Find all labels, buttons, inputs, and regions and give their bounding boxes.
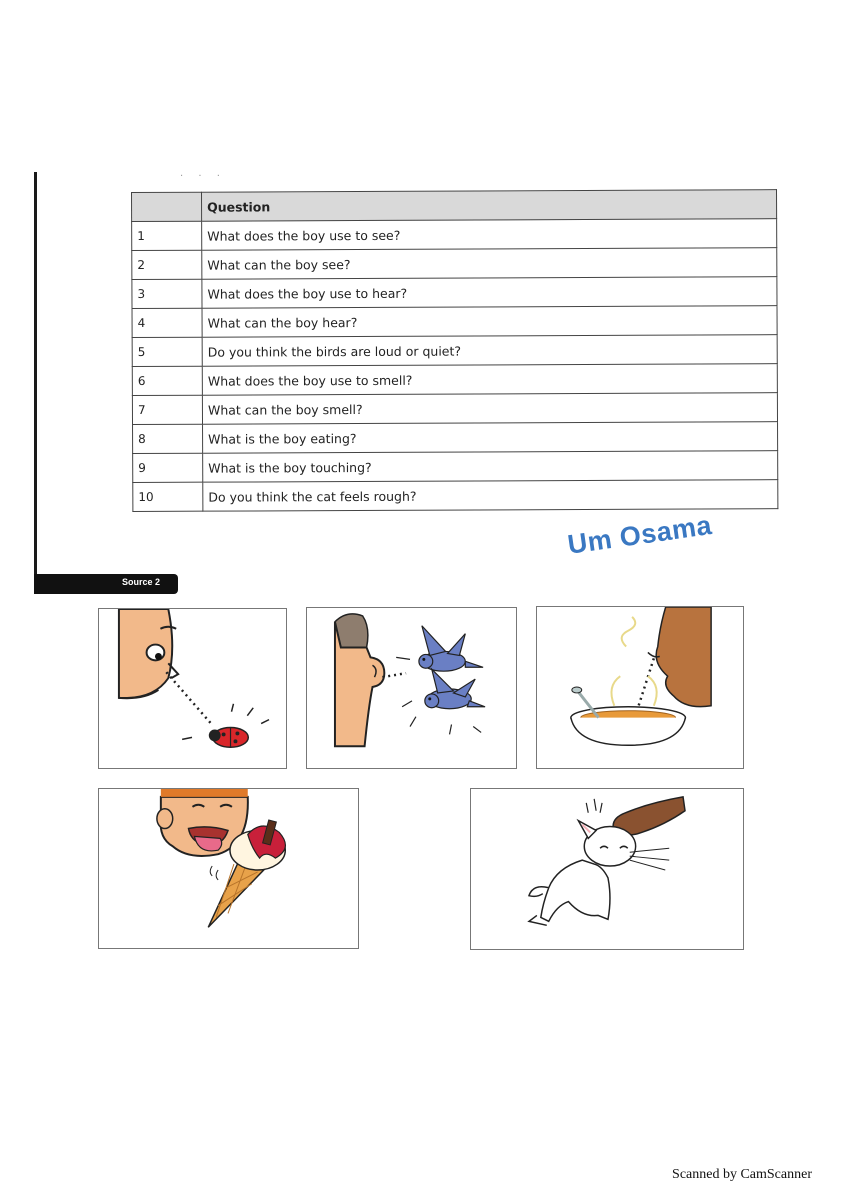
source-label: Source 2 [34,574,178,594]
table-row [133,451,778,483]
table-row [133,480,778,512]
row-number: 4 [132,308,202,337]
left-margin-rule [34,172,37,592]
faint-dots: . . . [180,168,226,179]
table-header-row [132,190,777,222]
footer-credit: Scanned by CamScanner [672,1167,812,1182]
row-number: 3 [132,279,202,308]
table-row [133,422,778,454]
row-question: Do you think the cat feels rough? [203,480,778,512]
hand-touching-cat [470,788,744,950]
row-number: 5 [132,337,202,366]
header-number-cell [132,192,202,221]
boy-hearing-birds [306,607,517,769]
row-number: 9 [133,453,203,482]
row-question: What does the boy use to see? [202,219,777,251]
nose-icon [537,607,743,768]
row-question: What is the boy touching? [203,451,778,483]
table-row [132,364,777,396]
row-number: 7 [132,395,202,424]
table-row [132,219,777,251]
table-row [132,248,777,280]
header-question-cell: Question [202,190,777,222]
row-question: What does the boy use to smell? [202,364,777,396]
row-number: 8 [133,424,203,453]
row-question: What can the boy hear? [202,306,777,338]
row-question: What is the boy eating? [203,422,778,454]
boy-eating-ice-cream [98,788,359,949]
questions-table [131,189,778,512]
eye-icon [99,609,286,768]
hand-icon [471,789,743,949]
row-question: What can the boy see? [202,248,777,280]
row-question: Do you think the birds are loud or quiet? [202,335,777,367]
boy-smelling-soup [536,606,744,769]
row-number: 6 [132,366,202,395]
row-number: 1 [132,221,202,250]
row-question: What can the boy smell? [202,393,777,425]
table-row [132,393,777,425]
ear-icon [307,608,516,768]
row-number: 10 [133,482,203,511]
tongue-icon [99,789,358,948]
table-row [132,306,777,338]
row-number: 2 [132,250,202,279]
boy-seeing-ladybug [98,608,287,769]
table-row [132,335,777,367]
signature-watermark: Um Osama [565,509,714,560]
table-row [132,277,777,309]
row-question: What does the boy use to hear? [202,277,777,309]
